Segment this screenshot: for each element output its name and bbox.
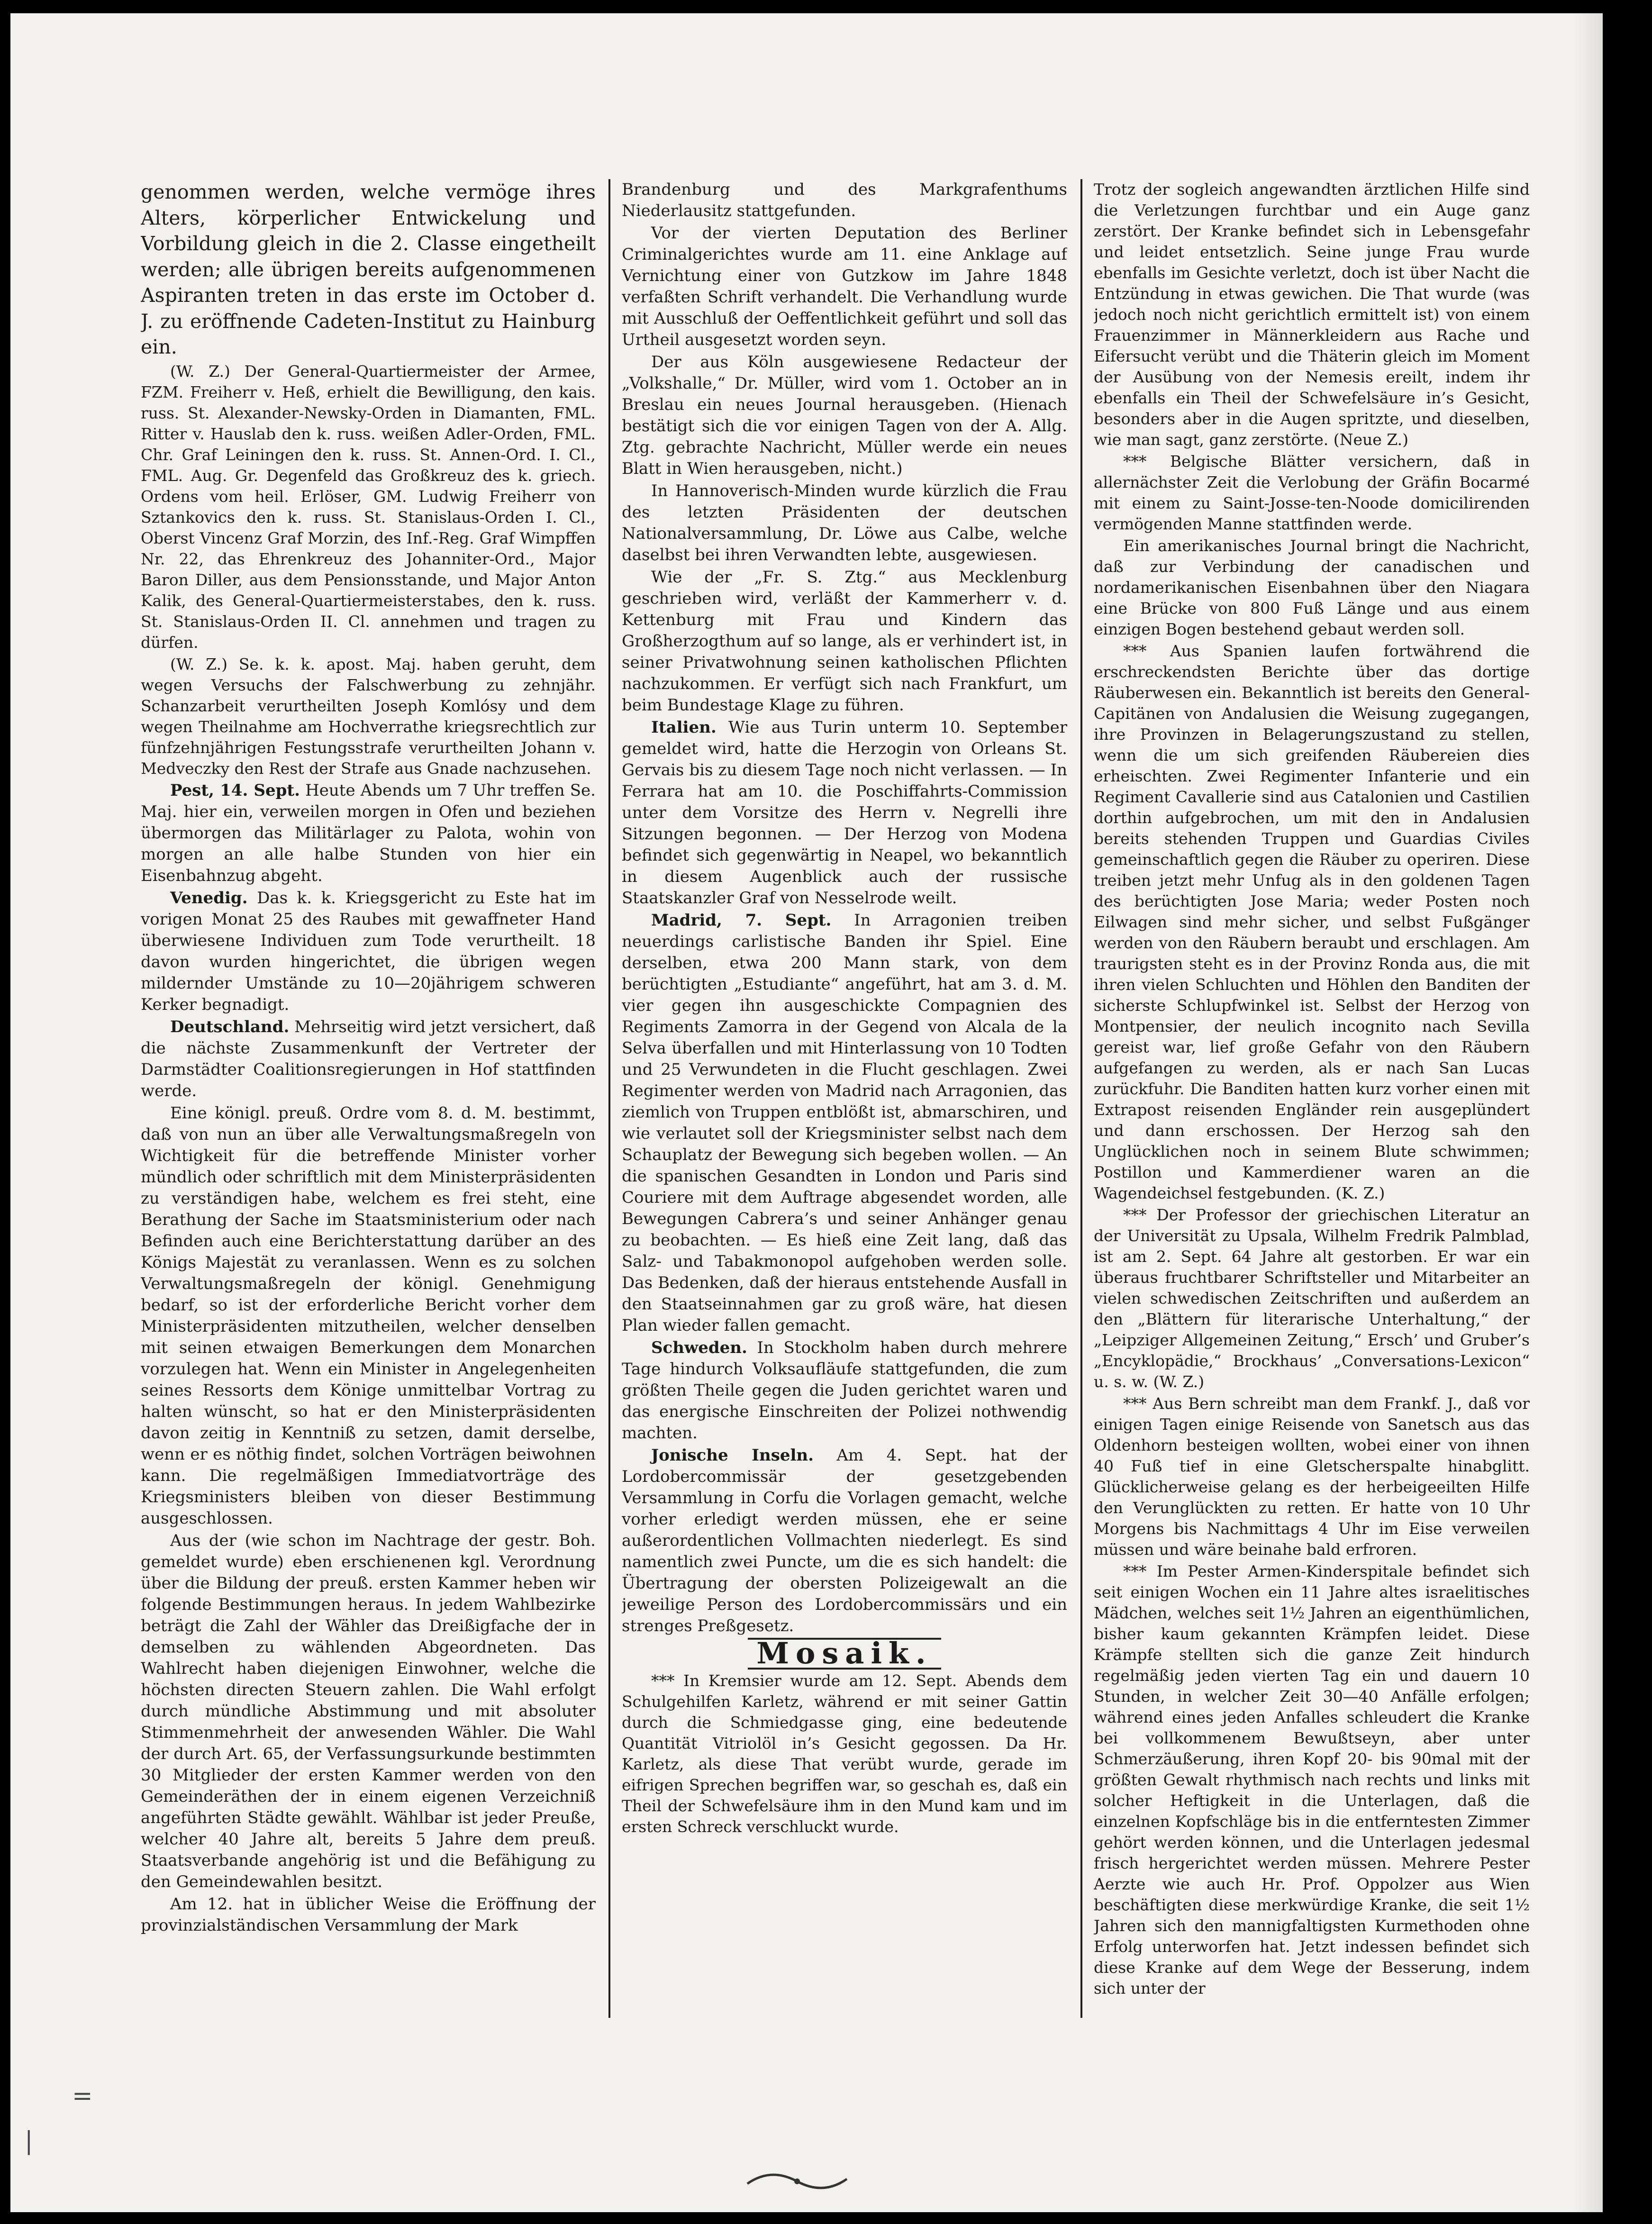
article-text: *** Aus Spanien laufen fortwährend die erschreckendsten Berichte über das dortige Räuberwesen ein. Bekanntlich ist bereits den General-Capitänen von Andalusien die Weisung zugegangen, ihre Provinzen in Belagerungszustand zu stellen, wenn die um sich greifenden Räubereien dies erheischten. Zwei Regimenter Infanterie und ein Regiment Cavallerie sind aus Catalonien und Castilien dorthin aufgebrochen, um mit den in Andalusien bereits stehenden Truppen und Guardias Civiles gemeinschaftlich gegen die Räuber zu operiren. Diese treiben jetzt mehr Unfug als in den goldenen Tagen des berüchtigten Jose Maria; weder Posten noch Eilwagen sind mehr sicher, und selbst Fußgänger werden von den Räubern beraubt und erschlagen. Am traurigsten steht es in der Provinz Ronda aus, die mit ihren vielen Schluchten und Höhlen den Banditen der sicherste Schlupfwinkel ist. Selbst der Herzog von Montpensier, der neulich incognito nach Sevilla gereist war, lief große Gefahr von den Räubern aufgefangen zu werden, als er nach San Lucas zurückfuhr. Die Banditen hatten kurz vorher einen mit Extrapost reisenden Engländer rein ausgeplündert und dann erschossen. Der Herzog sah den Unglücklichen noch in seinem Blute schwimmen; Postillon und Kammerdiener waren an die Wagendeichsel festgebunden. (K. Z.) (1094, 642, 1530, 1202)
article-text: Mehrseitig wird jetzt versichert, daß die nächste Zusammenkunft der Vertreter der Darmstädter Coalitionsregierungen in Hof stattfinden werde. (141, 1017, 596, 1100)
bleed-through-text (1129, 127, 1141, 172)
article-dateline: Schweden. (651, 1338, 747, 1357)
article-text: *** Belgische Blätter versichern, daß in allernächster Zeit die Verlobung der Gräfin Bocarmé mit einem zu Saint-Josse-ten-Noode domicilirenden vermögenden Manne stattfinden werde. (1094, 452, 1530, 533)
article-dateline: Italien. (651, 718, 717, 737)
article-text: genommen werden, welche vermöge ihres Alters, körperlicher Entwickelung und Vorbildung gleich in die 2. Classe eingetheilt werden; alle übrigen bereits aufgenommenen Aspiranten treten in das erste im October d. J. zu eröffnende Cadeten-Institut zu Hainburg ein. (141, 181, 596, 358)
article-dateline: Pest, 14. Sept. (170, 781, 300, 800)
article-paragraph (141, 780, 596, 887)
section-title-mosaik (622, 1638, 1067, 1670)
ornament-flourish (743, 2165, 852, 2198)
article-paragraph (622, 352, 1067, 480)
column-1 (141, 179, 596, 2108)
article-paragraph (1094, 1393, 1530, 1560)
margin-mark: | (25, 2127, 33, 2155)
article-text: *** Der Professor der griechischen Literatur an der Universität zu Upsala, Wilhelm Fredrik Palmblad, ist am 2. Sept. 64 Jahre alt gestorben. Er war ein überaus fruchtbarer Schriftsteller und Mitarbeiter an vielen schwedischen Zeitschriften und außerdem an den „Blättern für literarische Unterhaltung,“ der „Leipziger Allgemeinen Zeitung,“ Ersch’ und Gruber’s „Encyklopädie,“ Brockhaus’ „Conversations-Lexicon“ u. s. w. (W. Z.) (1094, 1206, 1530, 1391)
article-text: *** Im Pester Armen-Kinderspitale befindet sich seit einigen Wochen ein 11 Jahre altes israelitisches Mädchen, welches seit 1½ Jahren an eigenthümlichen, bisher kaum gekannten Krämpfen leidet. Diese Krämpfe stellten sich die ganze Zeit hindurch regelmäßig jeden vierten Tag ein und dauern 10 Stunden, in welcher Zeit 30—40 Anfälle erfolgen; während eines jeden Anfalles schleudert die Kranke bei vollkommenem Bewußtseyn, aber unter Schmerzäußerung, ihren Kopf 20- bis 90mal mit der größten Gewalt rhythmisch nach rechts und links mit solcher Heftigkeit in die Unterlagen, daß die einzelnen Kopfschläge bis in die entferntesten Zimmer gehört werden können, und die Unterlagen jedesmal frisch hergerichtet werden müssen. Mehrere Pester Aerzte wie auch Hr. Prof. Oppolzer aus Wien beschäftigten diese merkwürdige Kranke, die seit 1½ Jahren sich den mannigfaltigsten Kurmethoden ohne Erfolg unterworfen hat. Jetzt indessen befindet sich diese Kranke auf dem Wege der Besserung, indem sich unter der (1094, 1562, 1530, 1997)
column-rule-2 (1080, 179, 1082, 2018)
article-text: Heute Abends um 7 Uhr treffen Se. Maj. hier ein, verweilen morgen in Ofen und beziehen übermorgen das Militärlager zu Palota, wohin von morgen an alle halbe Stunden von hier ein Eisenbahnzug abgeht. (141, 781, 596, 885)
article-paragraph (1094, 1561, 1530, 1999)
article-paragraph (622, 1670, 1067, 1837)
article-text: Das k. k. Kriegsgericht zu Este hat im vorigen Monat 25 des Raubes mit gewaffneter Hand überwiesene Individuen zum Tode verurtheilt. 18 davon wurden hingerichtet, die übrigen wegen mildernder Umstände zu 10—20jährigem schweren Kerker begnadigt. (141, 888, 596, 1014)
article-text: *** In Kremsier wurde am 12. Sept. Abends dem Schulgehilfen Karletz, während er mit seiner Gattin durch die Schmiedgasse ging, eine bedeutende Quantität Vitriolöl in’s Gesicht gegossen. Da Hr. Karletz, als diese That verübt wurde, gerade im eifrigen Sprechen begriffen war, so geschah es, daß ein Theil der Schwefelsäure ihm in den Mund kam und im ersten Schreck verschluckt wurde. (622, 1671, 1067, 1836)
article-paragraph (1094, 536, 1530, 640)
article-paragraph (141, 1530, 596, 1893)
article-paragraph (141, 1017, 596, 1102)
article-text: In Stockholm haben durch mehrere Tage hindurch Volksaufläufe stattgefunden, die zum größten Theile gegen die Juden gerichtet waren und das energische Einschreiten der Polizei nothwendig machten. (622, 1338, 1067, 1443)
article-paragraph (622, 567, 1067, 716)
column-2 (622, 179, 1067, 2108)
article-text: Trotz der sogleich angewandten ärztlichen Hilfe sind die Verletzungen furchtbar und ein Auge ganz zerstört. Der Kranke befindet sich in Lebensgefahr und leidet entsetzlich. Seine junge Frau wurde ebenfalls im Gesichte verletzt, doch ist über Nacht die Entzündung in etwas gewichen. Die That wurde (was jedoch noch nicht gerichtlich ermittelt ist) von einem Frauenzimmer in Männerkleidern aus Rache und Eifersucht verübt und die Thäterin gleich im Moment der Ausübung von der Nemesis ereilt, indem ihr ebenfalls ein Theil der Schwefelsäure in’s Gesicht, besonders aber in die Augen spritzte, und dieselben, wie man sagt, ganz zerstörte. (Neue Z.) (1094, 180, 1530, 449)
section-title-text: Mosaik. (748, 1638, 941, 1670)
column-3 (1094, 179, 1530, 2108)
newspaper-page (10, 13, 1603, 2212)
article-dateline: Madrid, 7. Sept. (651, 911, 832, 930)
article-paragraph (141, 361, 596, 653)
article-text: (W. Z.) Der General-Quartiermeister der Armee, FZM. Freiherr v. Heß, erhielt die Bewilligung, den kais. russ. St. Alexander-Newsky-Orden in Diamanten, FML. Ritter v. Hauslab den k. russ. weißen Adler-Orden, FML. Chr. Graf Leiningen den k. russ. St. Annen-Ord. I. Cl., FML. Aug. Gr. Degenfeld das Großkreuz des k. griech. Ordens vom heil. Erlöser, GM. Ludwig Freiherr von Sztankovics den k. russ. St. Stanislaus-Orden I. Cl., Oberst Vincenz Graf Morzin, des Inf.-Reg. Graf Wimpffen Nr. 22, das Ehrenkreuz des Johanniter-Ord., Major Baron Diller, aus dem Pensionsstande, und Major Anton Kalik, des General-Quartiermeisterstabes, den k. russ. St. Stanislaus-Orden II. Cl. annehmen und tragen zu dürfen. (141, 362, 596, 652)
article-text: Am 12. hat in üblicher Weise die Eröffnung der provinzialständischen Versammlung der Mark (141, 1894, 596, 1935)
article-paragraph (1094, 179, 1530, 450)
article-text: *** Aus Bern schreibt man dem Frankf. J., daß vor einigen Tagen einige Reisende von Sanetsch aus das Oldenhorn besteigen wollten, wobei einer von ihnen 40 Fuß tief in eine Gletscherspalte hinabglitt. Glücklicherweise gelang es der herbeigeeilten Hilfe den Verunglückten zu retten. Er hatte von 10 Uhr Morgens bis Nachmittags 4 Uhr im Eise verweilen müssen und wäre beinahe bald erfroren. (1094, 1394, 1530, 1559)
article-text: Eine königl. preuß. Ordre vom 8. d. M. bestimmt, daß von nun an über alle Verwaltungsmaßregeln von Wichtigkeit für die betreffende Minister vorher mündlich oder schriftlich mit dem Ministerpräsidenten zu verständigen habe, welchem es frei steht, eine Berathung der Sache im Staatsministerium oder nach Befinden auch eine Berichterstattung darüber an des Königs Majestät zu veranlassen. Wenn es zu solchen Verwaltungsmaßregeln der königl. Genehmigung bedarf, so ist der erforderliche Bericht vorher dem Ministerpräsidenten mitzutheilen, welcher denselben mit seinen etwaigen Bemerkungen dem Monarchen vorzulegen hat. Wenn ein Minister in Angelegenheiten seines Ressorts dem Könige unmittelbar Vortrag zu halten wünscht, so hat er den Ministerpräsidenten davon zeitig in Kenntniß zu setzen, damit derselbe, wenn er es nöthig findet, solchen Vorträgen beiwohnen kann. Die regelmäßigen Immediatvorträge des Kriegsministers bleiben von dieser Bestimmung ausgeschlossen. (141, 1103, 596, 1528)
article-paragraph (622, 179, 1067, 222)
article-text: Der aus Köln ausgewiesene Redacteur der „Volkshalle,“ Dr. Müller, wird vom 1. October an in Breslau ein neues Journal herausgeben. (Hienach bestätigt sich die vor einigen Tagen von der A. Allg. Ztg. gebrachte Nachricht, Müller werde ein neues Blatt in Wien herausgeben, nicht.) (622, 353, 1067, 478)
article-dateline: Jonische Inseln. (651, 1446, 814, 1465)
article-paragraph (141, 1103, 596, 1529)
article-paragraph (141, 179, 596, 360)
article-dateline: Venedig. (170, 888, 248, 908)
article-paragraph (141, 1894, 596, 1936)
article-paragraph (1094, 451, 1530, 535)
article-paragraph (1094, 641, 1530, 1204)
article-text: Vor der vierten Deputation des Berliner Criminalgerichtes wurde am 11. eine Anklage auf Vernichtung einer von Gutzkow im Jahre 1848 verfaßten Schrift verhandelt. Die Verhandlung wurde mit Ausschluß der Oeffentlichkeit geführt und soll das Urtheil ausgesetzt worden seyn. (622, 224, 1067, 349)
article-text: (W. Z.) Se. k. k. apost. Maj. haben geruht, dem wegen Versuchs der Falschwerbung zu zehnjähr. Schanzarbeit verurtheilten Joseph Komlósy und dem wegen Theilnahme am Hochverrathe kriegsrechtlich zur fünfzehnjährigen Festungsstrafe verurtheilten Johann v. Medveczky den Rest der Strafe aus Gnade nachzusehen. (141, 654, 596, 778)
article-paragraph (622, 481, 1067, 566)
article-text: Wie der „Fr. S. Ztg.“ aus Mecklenburg geschrieben wird, verläßt der Kammerherr v. d. Kettenburg mit Frau und Kindern das Großherzogthum auf so lange, als er verhindert ist, in seiner Privatwohnung seinen katholischen Pflichten nachzukommen. Er verfügt sich nach Frankfurt, um beim Bundestage Klage zu führen. (622, 568, 1067, 715)
article-paragraph (622, 910, 1067, 1336)
article-text: In Hannoverisch-Minden wurde kürzlich die Frau des letzten Präsidenten der deutschen Nationalversammlung, Dr. Löwe aus Calbe, welche daselbst bei ihren Verwandten lebte, ausgewiesen. (622, 481, 1067, 564)
page-edge-shadow (1574, 13, 1603, 2212)
article-dateline: Deutschland. (170, 1017, 290, 1036)
article-text: Brandenburg und des Markgrafenthums Niederlausitz stattgefunden. (622, 180, 1067, 220)
article-text: In Arragonien treiben neuerdings carlistische Banden ihr Spiel. Eine derselben, etwa 200 Mann stark, von dem berüchtigten „Estudiante“ angeführt, hat am 3. d. M. vier gegen ihn ausgeschickte Compagnien des Regiments Zamorra in der Gegend von Alcala de la Selva überfallen und mit Hinterlassung von 10 Todten und 25 Verwundeten in die Flucht geschlagen. Zwei Regimenter werden von Madrid nach Arragonien, das ziemlich von Truppen entblößt ist, abmarschiren, und wie verlautet soll der Kriegsminister selbst nach dem Schauplatz der Bewegung sich begeben wollen. — An die spanischen Gesandten in London und Paris sind Couriere mit dem Auftrage abgesendet worden, alle Bewegungen Cabrera’s und seiner Anhänger genau zu beobachten. — Es hieß eine Zeit lang, daß das Salz- und Tabakmonopol aufgehoben werden solle. Das Bedenken, daß der hieraus entstehende Ausfall in den Staatseinnahmen gar zu groß wäre, hat diesen Plan wieder fallen gemacht. (622, 911, 1067, 1335)
article-paragraph (141, 654, 596, 779)
article-paragraph (622, 223, 1067, 351)
column-rule-1 (608, 179, 610, 2018)
article-text: Wie aus Turin unterm 10. September gemeldet wird, hatte die Herzogin von Orleans St. Gervais bis zu diesem Tage noch nicht verlassen. — In Ferrara hat am 10. die Poschiffahrts-Commission unter dem Vorsitze des Herrn v. Negrelli ihre Sitzungen begonnen. — Der Herzog von Modena befindet sich gegenwärtig in Neapel, wo bekanntlich in diesem Augenblick auch der russische Staatskanzler Graf von Nesselrode weilt. (622, 718, 1067, 908)
article-paragraph (141, 888, 596, 1016)
article-text: Ein amerikanisches Journal bringt die Nachricht, daß zur Verbindung der canadischen und nordamerikanischen Eisenbahnen über den Niagara eine Brücke von 800 Fuß Länge und aus einem einzigen Bogen bestehend gebaut werden soll. (1094, 536, 1530, 638)
margin-mark: = (72, 2082, 93, 2110)
article-paragraph (622, 717, 1067, 909)
article-text: Am 4. Sept. hat der Lordobercommissär der gesetzgebenden Versammlung in Corfu die Vorlagen gemacht, welche vorher erledigt werden müssen, ehe er seine außerordentlichen Vollmachten niederlegt. Es sind namentlich zwei Puncte, um die es sich handelt: die Übertragung der obersten Polizeigewalt an die jeweilige Person des Lordobercommissärs und ein strenges Preßgesetz. (622, 1446, 1067, 1635)
article-paragraph (622, 1445, 1067, 1637)
article-paragraph (1094, 1205, 1530, 1392)
article-paragraph (622, 1337, 1067, 1444)
article-text: Aus der (wie schon im Nachtrage der gestr. Boh. gemeldet wurde) eben erschienenen kgl. Verordnung über die Bildung der preuß. ersten Kammer heben wir folgende Bestimmungen heraus. In jedem Wahlbezirke beträgt die Zahl der Wähler das Dreißigfache der in demselben zu wählenden Abgeordneten. Das Wahlrecht haben diejenigen Einwohner, welche die höchsten directen Steuern zahlen. Die Wahl erfolgt durch mündliche Abstimmung und mit absoluter Stimmenmehrheit der anwesenden Wähler. Die Wahl der durch Art. 65, der Verfassungsurkunde bestimmten 30 Mitglieder der ersten Kammer werden von den Gemeinderäthen der in einem eigenen Verzeichniß angeführten Städte gewählt. Wählbar ist jeder Preuße, welcher 40 Jahre alt, bereits 5 Jahre dem preuß. Staatsverbande angehörig ist und die Befähigung zu den Gemeindewahlen besitzt. (141, 1531, 596, 1891)
